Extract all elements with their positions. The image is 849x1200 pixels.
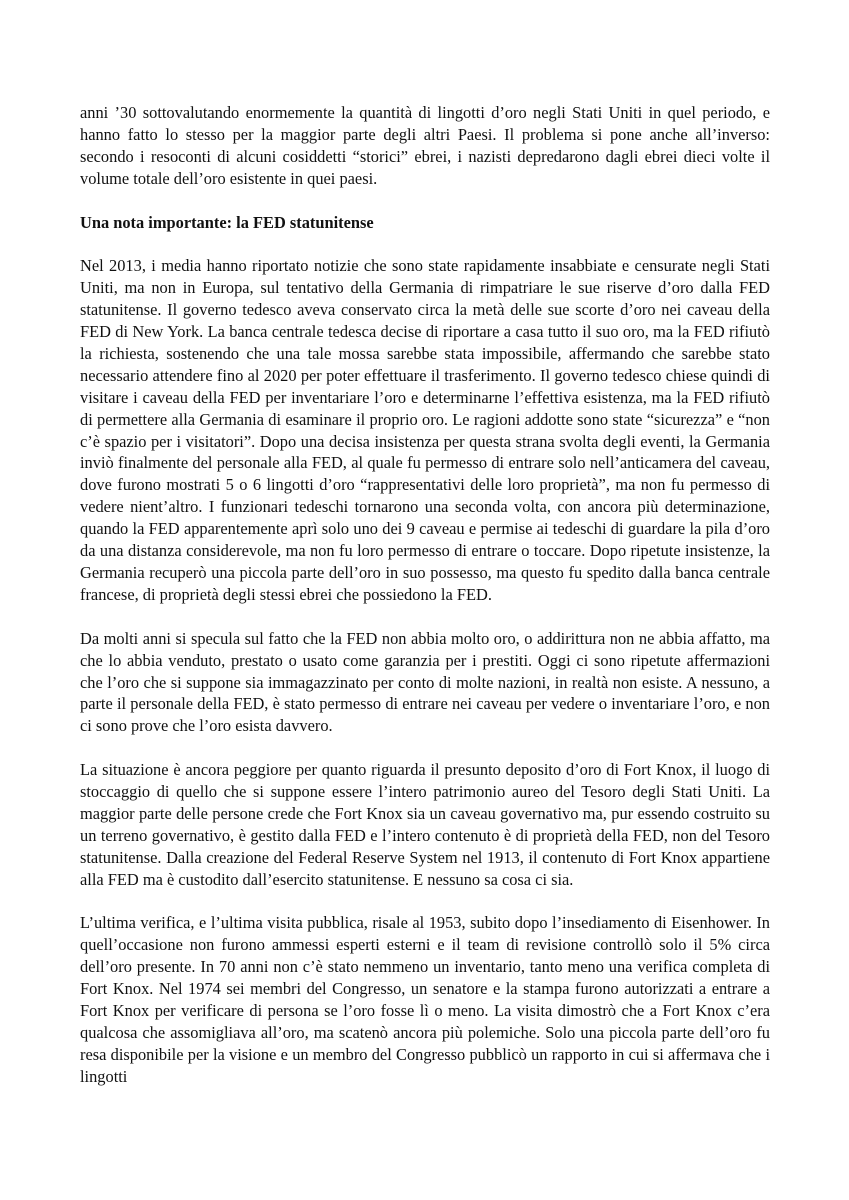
paragraph-last-audit: L’ultima verifica, e l’ultima visita pubblica, risale al 1953, subito dopo l’insediamento di Eisenhower. In quell’occasione non furono ammessi esperti esterni e il team di revisione controllò solo il 5% circa dell’oro presente. In 70 anni non c’è stato nemmeno un inventario, tanto meno una verifica completa di Fort Knox. Nel 1974 sei membri del Congresso, un senatore e la stampa furono autorizzati a entrare a Fort Knox per verificare di persona se l’oro fosse lì o meno. La visita dimostrò che a Fort Knox c’era qualcosa che assomigliava all’oro, ma scatenò ancora più polemiche. Solo una piccola parte dell’oro fu resa disponibile per la visione e un membro del Congresso pubblicò un rapporto in cui si affermava che i lingotti: [80, 913, 770, 1086]
paragraph-fort-knox: La situazione è ancora peggiore per quanto riguarda il presunto deposito d’oro di Fort Knox, il luogo di stoccaggio di quello che si suppone essere l’intero patrimonio aureo del Tesoro degli Stati Uniti. La maggior parte delle persone crede che Fort Knox sia un caveau governativo ma, pur essendo costruito su un terreno governativo, è gestito dalla FED e l’intero contenuto è di proprietà della FED, non del Tesoro statunitense. Dalla creazione del Federal Reserve System nel 1913, il contenuto di Fort Knox appartiene alla FED ma è custodito dall’esercito statunitense. E nessuno sa cosa ci sia.: [80, 760, 770, 889]
paragraph-speculation: Da molti anni si specula sul fatto che la FED non abbia molto oro, o addirittura non ne abbia affatto, ma che lo abbia venduto, prestato o usato come garanzia per i prestiti. Oggi ci sono ripetute affermazioni che l’oro che si suppone sia immagazzinato per conto di molte nazioni, in realtà non esiste. A nessuno, a parte il personale della FED, è stato permesso di entrare nei caveau per vedere o inventariare l’oro, e non ci sono prove che l’oro esista davvero.: [80, 628, 770, 736]
section-heading: Una nota importante: la FED statunitense: [80, 212, 374, 232]
document-page: [80, 102, 770, 1110]
paragraph-intro: anni ’30 sottovalutando enormemente la quantità di lingotti d’oro negli Stati Uniti in quel periodo, e hanno fatto lo stesso per la maggior parte degli altri Paesi. Il problema si pone anche all’inverso: secondo i resoconti di alcuni cosiddetti “storici” ebrei, i nazisti depredarono dagli ebrei dieci volte il volume totale dell’oro esistente in quei paesi.: [80, 103, 770, 188]
paragraph-2013: Nel 2013, i media hanno riportato notizie che sono state rapidamente insabbiate e censurate negli Stati Uniti, ma non in Europa, sul tentativo della Germania di rimpatriare le sue riserve d’oro dalla FED statunitense. Il governo tedesco aveva conservato circa la metà delle sue scorte d’oro nei caveau della FED di New York. La banca centrale tedesca decise di riportare a casa tutto il suo oro, ma la FED rifiutò la richiesta, sostenendo che una tale mossa sarebbe stata impossibile, affermando che sarebbe stato necessario attendere fino al 2020 per poter effettuare il trasferimento. Il governo tedesco chiese quindi di visitare i caveau della FED per inventariare l’oro e determinarne l’effettiva esistenza, ma la FED rifiutò di permettere alla Germania di esaminare il proprio oro. Le ragioni addotte sono state “sicurezza” e “non c’è spazio per i visitatori”. Dopo una decisa insistenza per questa strana svolta degli eventi, la Germania inviò finalmente del personale alla FED, al quale fu permesso di entrare solo nell’anticamera del caveau, dove furono mostrati 5 o 6 lingotti d’oro “rappresentativi delle loro proprietà”, ma non fu permesso di vedere nient’altro. I funzionari tedeschi tornarono una seconda volta, con ancora più determinazione, quando la FED apparentemente aprì solo uno dei 9 caveau e permise ai tedeschi di guardare la pila d’oro da una distanza considerevole, ma non fu loro permesso di entrare o toccare. Dopo ripetute insistenze, la Germania recuperò una piccola parte dell’oro in suo possesso, ma questo fu spedito dalla banca centrale francese, di proprietà degli stessi ebrei che possiedono la FED.: [80, 256, 770, 604]
